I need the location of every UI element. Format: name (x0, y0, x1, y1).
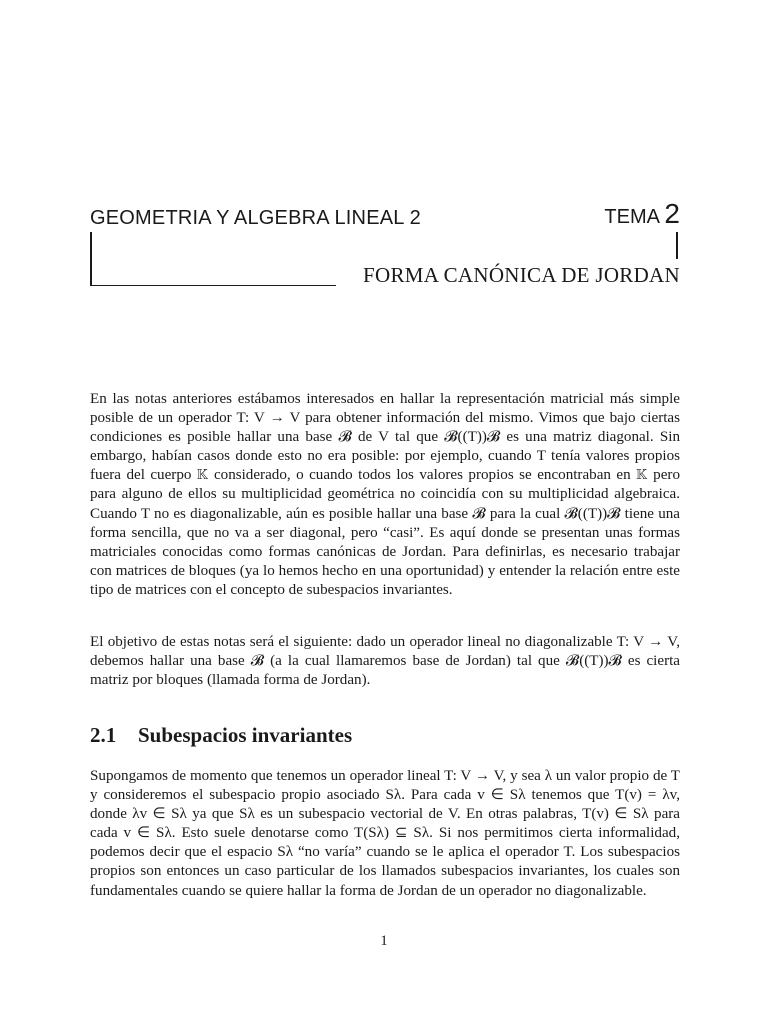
section-title: Subespacios invariantes (138, 723, 353, 747)
chapter-title: FORMA CANÓNICA DE JORDAN (363, 263, 680, 287)
page-number: 1 (380, 933, 388, 949)
tema-word: TEMA (604, 206, 660, 228)
tema-number: 2 (664, 198, 680, 229)
header-rule-left (90, 232, 92, 286)
section-paragraph: Supongamos de momento que tenemos un operador lineal T: V → V, y sea λ un valor propio de T y consideremos el subespacio propio asociado Sλ. Para cada v ∈ Sλ tenemos que T(v) = λv, donde λv ∈ Sλ ya que Sλ es un subespacio vectorial de V. En otras palabras, T(v) ∈ Sλ para cada v ∈ Sλ. Esto suele denotarse como T(Sλ) ⊆ Sλ. Si nos permitimos cierta informalidad, podemos decir que el espacio Sλ “no varía” cuando se le aplica el operador T. Los subespacios propios son entonces un caso particular de los llamados subespacios invariantes, los cuales son fundamentales cuando se quiere hallar la forma de Jordan de un operador no diagonalizable. (90, 768, 680, 899)
chapter-header (90, 200, 680, 234)
header-rule-bottom (90, 285, 336, 286)
section-number: 2.1 (90, 723, 117, 747)
intro-paragraph: En las notas anteriores estábamos interesados en hallar la representación matricial más simple posible de un operador T: V → V para obtener información del mismo. Vimos que bajo ciertas condiciones es posible hallar una base 𝓑 de V tal que 𝓑((T))𝓑 es una matriz diagonal. Sin embargo, habían casos donde esto no era posible: por ejemplo, cuando T tenía valores propios fuera del cuerpo 𝕂 considerado, o cuando todos los valores propios se encontraban en 𝕂 pero para alguno de ellos su multiplicidad geométrica no coincidía con su multiplicidad algebraica. Cuando T no es diagonalizable, aún es posible hallar una base 𝓑 para la cual 𝓑((T))𝓑 tiene una forma sencilla, que no va a ser diagonal, pero “casi”. Es aquí donde se presentan unas formas matriciales conocidas como formas canónicas de Jordan. Para definirlas, es necesario trabajar con matrices de bloques (ya lo hemos hecho en una oportunidad) y entender la relación entre este tipo de matrices con el concepto de subespacios invariantes. (90, 391, 680, 598)
section-heading (90, 723, 352, 748)
course-title: GEOMETRIA Y ALGEBRA LINEAL 2 (90, 207, 421, 229)
objective-paragraph: El objetivo de estas notas será el siguiente: dado un operador lineal no diagonalizable T: V → V, debemos hallar una base 𝓑 (a la cual llamaremos base de Jordan) tal que 𝓑((T))𝓑 es cierta matriz por bloques (llamada forma de Jordan). (90, 634, 680, 689)
header-rule-right (676, 232, 678, 259)
tema-label (604, 198, 680, 230)
